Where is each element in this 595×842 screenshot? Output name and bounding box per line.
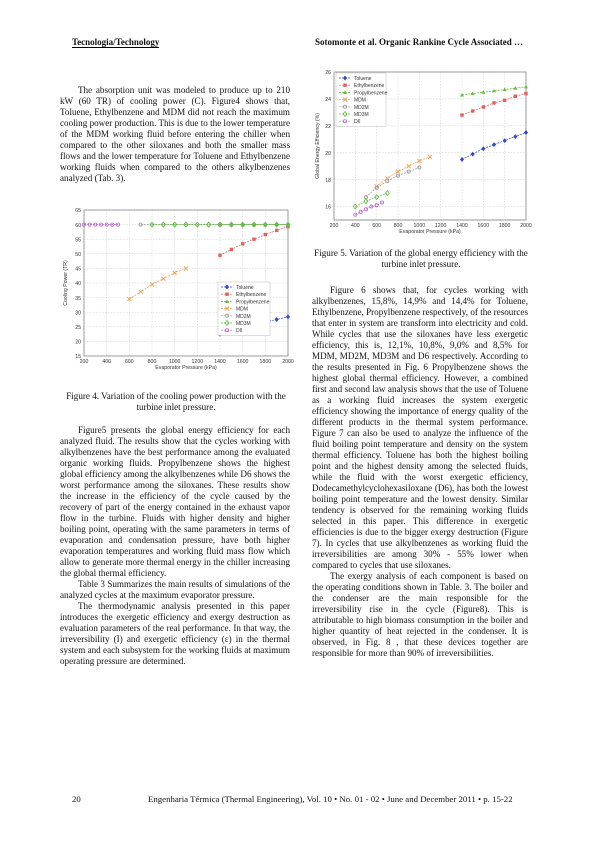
legend-label: Propylbenzene bbox=[354, 90, 388, 97]
y-tick-label: 50 bbox=[75, 252, 81, 258]
data-point bbox=[230, 248, 233, 251]
x-tick-label: 1000 bbox=[168, 359, 181, 365]
data-point bbox=[524, 92, 527, 95]
x-tick-label: 1000 bbox=[413, 223, 426, 229]
y-tick-label: 15 bbox=[75, 354, 81, 361]
x-tick-label: 1200 bbox=[191, 359, 204, 365]
x-tick-label: 800 bbox=[393, 223, 403, 229]
y-tick-label: 35 bbox=[75, 295, 81, 302]
y-tick-label: 45 bbox=[75, 266, 81, 273]
data-point bbox=[241, 242, 244, 245]
y-tick-label: 65 bbox=[75, 208, 81, 215]
y-tick-label: 60 bbox=[75, 222, 81, 229]
y-tick-label: 26 bbox=[325, 70, 331, 77]
paragraph: The exergy analysis of each component is based on the operating conditions shown in Table. 3. The boiler and the condenser are the main responsible for the irreversibility rise in the cycle (Figure8). This is attributable to high biomass consumption in the boiler and higher quantity of heat rejected in the condenser. It is observed, in Fig. 8 , that these devices together are responsible for more than 90% of irreversibilities. bbox=[312, 571, 528, 658]
y-tick-label: 16 bbox=[325, 204, 331, 211]
legend-label: MD2M bbox=[354, 104, 369, 111]
paragraph: The absorption unit was modeled to produce up to 210 kW (60 TR) of cooling power (C). Figure4 shows that, Toluene, Ethylbenzene and MDM did not reach the maximum cooling power production. This is due to the lower temperature of the MDM working fluid before entering the chiller when compared to the other siloxanes and both the smaller mass flows and the lower temperature for Toluene and Ethylbenzene working fluids when compared to the others alkylbenzenes analyzed (Tab. 3). bbox=[60, 85, 290, 183]
running-header-section: Tecnologia/Technology bbox=[72, 37, 160, 47]
y-tick-label: 25 bbox=[75, 325, 81, 331]
x-tick-label: 800 bbox=[147, 359, 157, 365]
x-tick-label: 1600 bbox=[477, 223, 490, 229]
journal-footer: Engenharia Térmica (Thermal Engineering), Vol. 10 • No. 01 - 02 • June and December 2011 • p. 15-22 bbox=[148, 794, 513, 804]
data-point bbox=[460, 113, 463, 116]
y-tick-label: 22 bbox=[325, 124, 331, 131]
legend-label: Toluene bbox=[354, 76, 372, 82]
legend-label: MD2M bbox=[236, 313, 251, 320]
y-tick-label: 30 bbox=[75, 310, 81, 317]
figure-5-caption: Figure 5. Variation of the global energy efficiency with the turbine inlet pressure. bbox=[314, 248, 528, 269]
data-point bbox=[503, 99, 506, 102]
figure-4-caption: Figure 4. Variation of the cooling power production with the turbine inlet pressure. bbox=[66, 391, 286, 412]
y-tick-label: 55 bbox=[75, 237, 81, 244]
x-tick-label: 1800 bbox=[259, 359, 272, 365]
figure-5-svg bbox=[312, 68, 530, 238]
legend-label: MD3M bbox=[236, 321, 251, 327]
figure-4-svg bbox=[60, 206, 292, 376]
paragraph: The thermodynamic analysis presented in this paper introduces the exergetic efficiency and exergy destruction as evaluation parameters of the real performance. In that way, the irreversibility (I) and exergetic efficiency (ε) in the thermal system and each subsystem for the working fluids at maximum operating pressure are determined. bbox=[60, 601, 290, 666]
legend-label: Ethylbenzene bbox=[236, 292, 267, 299]
legend-label: D6 bbox=[354, 119, 361, 126]
x-tick-label: 200 bbox=[79, 359, 89, 365]
x-tick-label: 200 bbox=[329, 223, 339, 229]
legend-label: MD3M bbox=[354, 112, 369, 118]
x-tick-label: 2000 bbox=[520, 223, 532, 229]
x-tick-label: 2000 bbox=[282, 359, 294, 365]
y-axis-label: Global Energy Efficiency (%) bbox=[315, 113, 321, 179]
legend-label: MDM bbox=[236, 306, 248, 313]
paragraph: Figure5 presents the global energy efficiency for each analyzed fluid. The results show that the cycles working with alkylbenzenes have the best performance among the evaluated organic working fluids. Propylbenzene shows the highest global efficiency among the alkylbenzenes while D6 shows the worst performance among the siloxanes. These results show the increase in the efficiency of the cycle caused by the recovery of part of the energy contained in the exhaust vapor flow in the turbine. Fluids with higher density and higher boiling point, operating with the same parameters in terms of evaporation and condensation pressure, have both higher evaporation temperatures and working fluid mass flow which allow to generate more thermal energy in the chiller increasing the global thermal efficiency. bbox=[60, 425, 290, 578]
data-point bbox=[252, 238, 255, 241]
data-point bbox=[471, 109, 474, 112]
data-point bbox=[514, 95, 517, 98]
x-tick-label: 1800 bbox=[498, 223, 511, 229]
paragraph: Table 3 Summarizes the main results of simulations of the analyzed cycles at the maximum evaporator pressure. bbox=[60, 579, 290, 600]
legend-label: Toluene bbox=[236, 285, 254, 291]
y-axis-label: Cooling Power (TR) bbox=[63, 260, 69, 306]
x-tick-label: 1400 bbox=[456, 223, 468, 229]
x-axis-label: Evaporator Pressure (kPa) bbox=[155, 365, 217, 371]
legend-label: Propylbenzene bbox=[236, 299, 270, 306]
legend-label: MDM bbox=[354, 97, 366, 104]
figure-4-chart bbox=[60, 206, 292, 376]
x-tick-label: 600 bbox=[125, 359, 134, 365]
data-point bbox=[264, 233, 267, 236]
figure-5-chart bbox=[312, 68, 530, 238]
x-tick-label: 400 bbox=[102, 359, 111, 365]
paragraph: Figure 6 shows that, for cycles working with alkylbenzenes, 15,8%, 14,9% and 14,4% for Toluene, Ethylbenzene, Propylbenzene respectively, of the resources that enter in system are transform into electricity and cold. While cycles that use the siloxanes have less exergetic efficiency, this is, 12,1%, 10,8%, 9,0% and 8,5% for MDM, MD2M, MD3M and D6 respectively. According to the results presented in Fig. 6 Propylbenzene shows the highest global thermal efficiency. However, a combined first and second law analysis shows that the use of Toluene as a working fluid increases the system exergetic efficiency showing the importance of energy quality of the different products in the thermal system performance. Figure 7 can also be used to analyze the influence of the fluid boiling point temperature and density on the system thermal efficiency. Toluene has both the highest boiling point and the highest density among the selected fluids, while the fluid with the worst exergetic efficiency, Dodecamethylcyclohexasiloxane (D6), has both the lowest boiling point temperature and the lowest density. Similar tendency is observed for the remaining working fluids selected in this paper. This difference in exergetic efficiencies is due to the bigger exergy destruction (Figure 7). In cycles that use alkylbenzenes as working fluid the irreversibilities are among 30% - 55% lower when compared to cycles that use siloxanes. bbox=[312, 285, 528, 570]
x-tick-label: 1200 bbox=[434, 223, 447, 229]
data-point bbox=[482, 105, 485, 108]
x-axis-label: Evaporator Pressure (kPa) bbox=[399, 229, 461, 235]
data-point bbox=[225, 293, 228, 296]
running-header-authors: Sotomonte et al. Organic Rankine Cycle Associated … bbox=[315, 37, 523, 47]
legend-label: D6 bbox=[236, 328, 243, 335]
page-number: 20 bbox=[72, 794, 81, 804]
data-point bbox=[275, 229, 278, 232]
x-tick-label: 600 bbox=[372, 223, 381, 229]
data-point bbox=[492, 101, 495, 104]
column-left-bottom bbox=[60, 425, 290, 667]
legend-label: Ethylbenzene bbox=[354, 83, 385, 90]
y-tick-label: 40 bbox=[75, 281, 81, 288]
column-right bbox=[312, 285, 528, 659]
x-tick-label: 1400 bbox=[214, 359, 226, 365]
x-tick-label: 1600 bbox=[236, 359, 249, 365]
y-tick-label: 24 bbox=[325, 97, 331, 104]
y-tick-label: 18 bbox=[325, 177, 331, 184]
y-tick-label: 20 bbox=[75, 339, 81, 346]
data-point bbox=[343, 84, 346, 87]
y-tick-label: 20 bbox=[325, 150, 331, 157]
column-left-top bbox=[60, 85, 290, 184]
x-tick-label: 400 bbox=[351, 223, 360, 229]
data-point bbox=[218, 254, 221, 257]
